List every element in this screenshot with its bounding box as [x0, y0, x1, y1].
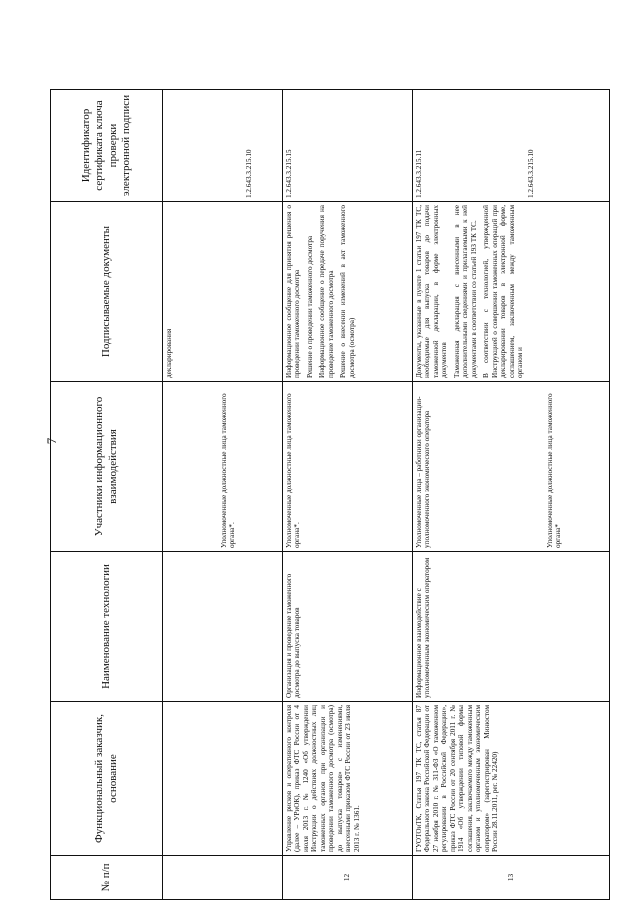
- cert-id: 1.2.643.3.215.10: [527, 149, 536, 198]
- document-table-wrapper: [50, 90, 610, 900]
- participants-text: Уполномоченные должностные лица таможенного органа*: [545, 393, 563, 548]
- row-participants: [163, 382, 283, 552]
- participants-text: Уполномоченные должностные лица таможенного органа*.: [220, 393, 237, 548]
- row-docs: [163, 202, 283, 382]
- header-cert: Идентификатор сертификата ключа проверки электронной подписи: [51, 90, 163, 202]
- row-cert: [163, 90, 283, 202]
- row-participants: [413, 382, 610, 552]
- row-participants: Уполномоченные должностные лица таможенного органа*.: [283, 382, 413, 552]
- row-customer: Управление рисков и оперативного контроля (далее – УРиОК), приказ ФТС России от 4 июля 2013 г. № 1240 «Об утверждении Инструкции о действиях должностных лиц таможенных органов при организации и проведении таможенного досмотра (осмотра) до выпуска товаров» с изменениями, внесенными приказом ФТС России от 23 июля 2013 г. № 1361.: [283, 702, 413, 856]
- row-tech: Организация и проведение таможенного досмотра до выпуска товаров: [283, 552, 413, 702]
- row-tech: Информационное взаимодействие с уполномоченным экономическим оператором: [413, 552, 610, 702]
- rotated-table-container: [50, 90, 610, 900]
- doc-item: Решение о внесении изменений в акт таможенного досмотра (осмотра): [339, 205, 356, 378]
- table-row: [163, 90, 283, 900]
- doc-item: Документы, указанные в пункте 1 статьи 197 ТК ТС, необходимые для выпуска товаров до подачи таможенной декларации, в форме электронных документов: [415, 205, 449, 378]
- row-cert: 1.2.643.3.215.15: [283, 90, 413, 202]
- participants-text: Уполномоченные лица – работники организации-уполномоченного экономического оператора: [415, 396, 432, 548]
- doc-item: декларирования: [165, 328, 173, 378]
- header-participants: Участники информационного взаимодействия: [51, 382, 163, 552]
- cert-id: 1.2.643.3.215.10: [245, 149, 253, 198]
- cert-id: 1.2.643.3.215.11: [415, 149, 423, 198]
- header-row: [51, 90, 163, 900]
- page-number: 7: [44, 437, 59, 445]
- header-num: № п/п: [51, 856, 163, 900]
- row-cert: [413, 90, 610, 202]
- doc-item: Таможенная декларация с внесенными в нее дополнительными сведениями и прилагаемыми к ней документами в соответствии со статьей 193 ТК ТС.: [452, 205, 478, 378]
- doc-item: Информационное сообщение о передаче поручения на проведение таможенного досмотра: [318, 205, 335, 378]
- technologies-table: [50, 89, 610, 900]
- row-tech: [163, 552, 283, 702]
- doc-item: Решение о проведении таможенного досмотра: [305, 235, 314, 378]
- header-customer: Функциональный заказчик, основание: [51, 702, 163, 856]
- doc-item: В соответствии с технологией, утвержденной Инструкцией о совершении таможенных операций при декларировании товаров в электронной форме, соглашением, заключенным между таможенным органом и: [482, 205, 525, 378]
- row-num: 13: [413, 856, 610, 900]
- table-row: [283, 90, 413, 900]
- row-num: 12: [283, 856, 413, 900]
- doc-item: Информационное сообщение для принятия решения о проведении таможенного досмотра: [285, 205, 302, 378]
- row-customer: ГУОТОиТК, Статья 197 ТК ТС, статья 87 Федерального закона Российской Федерации от 27 ноября 2010 г. № 311-ФЗ «О таможенном регулировании в Российской Федерации», приказ ФТС России от 20 сентября 2011 г. № 1914 «Об утверждении типовой формы соглашения, заключаемого между таможенным органом и уполномоченным экономическим оператором» (зарегистрирован Минюстом России 28.11.2011, рег. № 22420): [413, 702, 610, 856]
- row-docs: [283, 202, 413, 382]
- header-tech: Наименование технологии: [51, 552, 163, 702]
- header-docs: Подписываемые документы: [51, 202, 163, 382]
- row-customer: [163, 702, 283, 856]
- table-row: [413, 90, 610, 900]
- row-docs: [413, 202, 610, 382]
- row-num: [163, 856, 283, 900]
